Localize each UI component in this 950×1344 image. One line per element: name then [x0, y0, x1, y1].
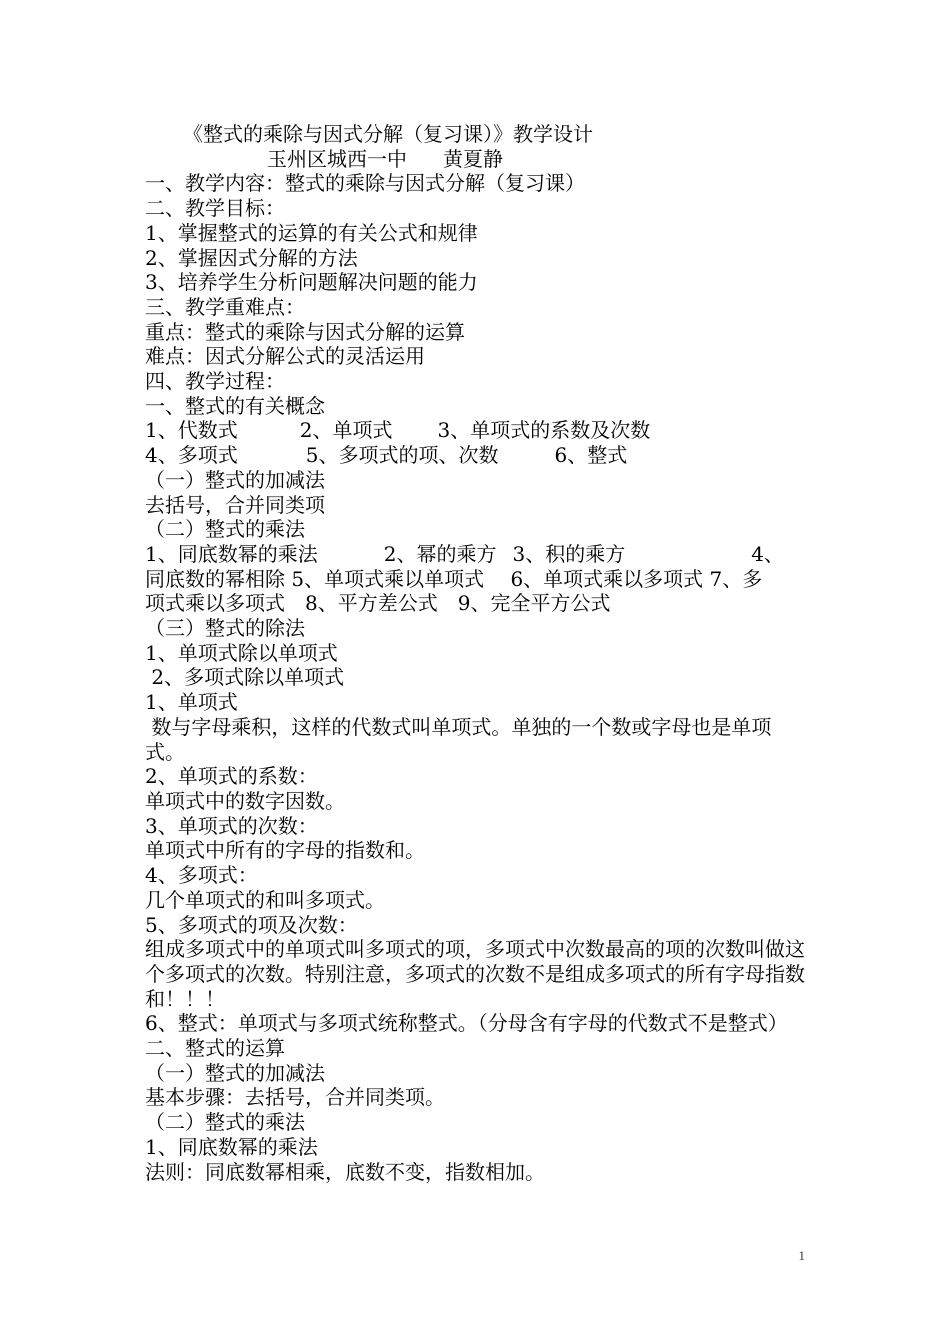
rule-item: 1、同底数幂的乘法 [145, 1134, 318, 1159]
rule-item: 1、单项式除以单项式 [145, 640, 338, 665]
term-heading: 5、多项式的项及次数： [145, 912, 358, 937]
subsection-heading: 二、整式的运算 [145, 1036, 285, 1061]
concept-item: 6、整式 [554, 443, 628, 468]
document-title: 《整式的乘除与因式分解（复习课）》教学设计 [183, 122, 593, 146]
difficult-point: 难点：因式分解公式的灵活运用 [145, 344, 425, 369]
author-school: 玉州区城西一中 [267, 146, 407, 171]
subsection-heading: （一）整式的加减法 [145, 1060, 325, 1085]
definition-paragraph: 单项式中所有的字母的指数和。 [145, 838, 425, 863]
multiplication-list-row: 项式乘以多项式 8、平方差公式 9、完全平方公式 [145, 591, 611, 616]
multiplication-list-row: 同底数的幂相除 5、单项式乘以单项式 6、单项式乘以多项式 7、多 [145, 566, 763, 591]
term-heading: 3、单项式的次数： [145, 813, 318, 838]
concept-item: 2、单项式 [299, 418, 393, 443]
section-heading: 一、教学内容：整式的乘除与因式分解（复习课） [145, 171, 585, 196]
subsection-heading: 一、整式的有关概念 [145, 393, 325, 418]
definition-paragraph: 几个单项式的和叫多项式。 [145, 887, 385, 912]
key-point: 重点：整式的乘除与因式分解的运算 [145, 319, 465, 344]
objective-item: 3、培养学生分析问题解决问题的能力 [145, 270, 478, 295]
concept-item: 3、单项式的系数及次数 [437, 418, 651, 443]
document-body [145, 122, 810, 1184]
concept-item: 1、代数式 [145, 418, 238, 443]
concept-list-row [145, 418, 810, 443]
multiplication-list-row [145, 542, 810, 567]
subsection-heading: （二）整式的乘法 [145, 1110, 305, 1135]
page-number: 1 [798, 1248, 805, 1263]
definition-paragraph: 6、整式：单项式与多项式统称整式。（分母含有字母的代数式不是整式） [145, 1011, 788, 1036]
rule-item: 3、积的乘方 [512, 541, 626, 566]
subsection-heading: （一）整式的加减法 [145, 467, 325, 492]
term-heading: 1、单项式 [145, 690, 238, 715]
section-heading: 四、教学过程： [145, 369, 285, 394]
section-heading: 二、教学目标： [145, 196, 285, 221]
definition-paragraph: 单项式中的数字因数。 [145, 788, 345, 813]
objective-item: 2、掌握因式分解的方法 [145, 245, 358, 270]
paragraph: 法则：同底数幂相乘，底数不变，指数相加。 [145, 1159, 545, 1184]
definition-paragraph: 组成多项式中的单项式叫多项式的项，多项式中次数最高的项的次数叫做这个多项式的次数。特别注意，多项式的次数不是组成多项式的所有字母指数和！！！ [145, 937, 805, 1011]
rule-item: 4、 [751, 541, 784, 566]
subsection-heading: （三）整式的除法 [145, 616, 305, 641]
rule-item: 2、多项式除以单项式 [145, 665, 345, 690]
author-name: 黄夏静 [443, 146, 503, 171]
term-heading: 4、多项式： [145, 863, 258, 888]
concept-item: 5、多项式的项、次数 [305, 443, 499, 468]
concept-list-row [145, 443, 810, 468]
definition-paragraph: 数与字母乘积，这样的代数式叫单项式。单独的一个数或字母也是单项式。 [145, 714, 772, 764]
concept-item: 4、多项式 [145, 443, 238, 468]
objective-item: 1、掌握整式的运算的有关公式和规律 [145, 220, 478, 245]
rule-item: 2、幂的乘方 [383, 541, 497, 566]
section-heading: 三、教学重难点： [145, 294, 305, 319]
subsection-heading: （二）整式的乘法 [145, 517, 305, 542]
rule-item: 1、同底数幂的乘法 [145, 541, 318, 566]
term-heading: 2、单项式的系数： [145, 764, 318, 789]
paragraph: 基本步骤：去括号，合并同类项。 [145, 1085, 445, 1110]
author-line [145, 147, 810, 172]
paragraph: 去括号，合并同类项 [145, 492, 325, 517]
